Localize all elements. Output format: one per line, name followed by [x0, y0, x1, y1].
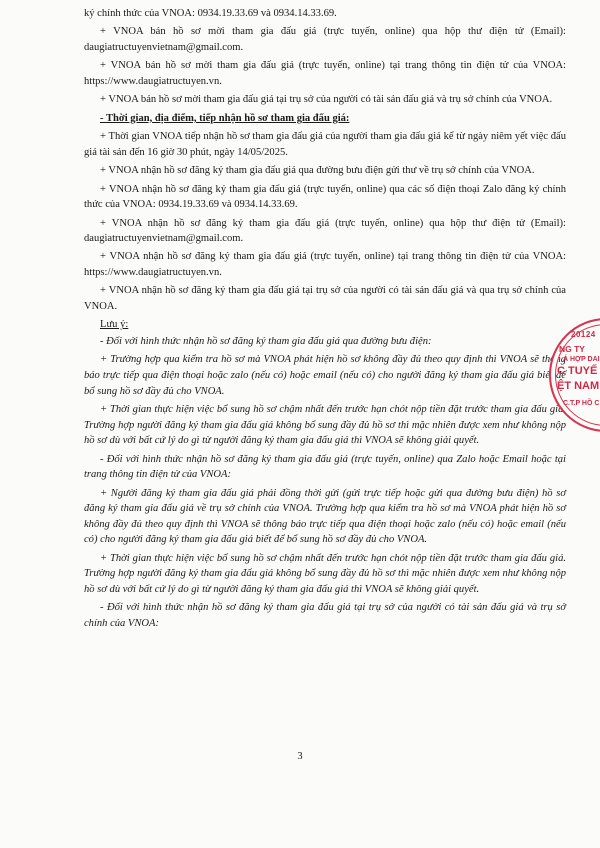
stamp-text: C TUYẾ — [557, 365, 598, 377]
paragraph: + VNOA nhận hồ sơ đăng ký tham gia đấu giá (trực tuyến, online) tại trang thông tin điện tử của VNOA: https://www.daugiatructuyen.vn. — [84, 251, 566, 279]
paragraph: + VNOA nhận hồ sơ đăng ký tham gia đấu giá tại trụ sở của người có tài sản đấu giá và qua trụ sở chính của VNOA. — [84, 285, 566, 313]
paragraph: + VNOA nhận hồ sơ đăng ký tham gia đấu giá (trực tuyến, online) qua các số điện thoại Zalo đăng ký chính thức của VNOA: 0934.19.33.69 và 0934.14.33.69. — [84, 183, 566, 211]
note-paragraph: - Đối với hình thức nhận hồ sơ đăng ký tham gia đấu giá qua đường bưu điện: — [100, 336, 432, 348]
note-title — [84, 317, 566, 333]
section-heading-text: - Thời gian, địa điểm, tiếp nhận hồ sơ tham gia đấu giá: — [100, 112, 350, 124]
paragraph: + VNOA bán hồ sơ mời tham gia đấu giá tại trụ sở của người có tài sản đấu giá và trụ sở chính của VNOA. — [100, 94, 553, 106]
page-number: 3 — [297, 751, 303, 762]
paragraph: + VNOA nhận hồ sơ đăng ký tham gia đấu giá qua đường bưu điện gửi thư về trụ sở chính của VNOA. — [100, 165, 535, 177]
paragraph: ký chính thức của VNOA: 0934.19.33.69 và 0934.14.33.69. — [84, 8, 337, 19]
note-title-text: Lưu ý: — [100, 319, 129, 331]
paragraph: + Thời gian VNOA tiếp nhận hồ sơ tham gia đấu giá của người tham gia đấu giá kể từ ngày niêm yết việc đấu giá tài sản đến 16 giờ 30 phút, ngày 14/05/2025. — [84, 131, 566, 158]
section-heading — [84, 111, 566, 127]
note-paragraph: + Trường hợp qua kiểm tra hồ sơ mà VNOA phát hiện hồ sơ không đầy đủ theo quy định thì VNOA sẽ thông báo trực tiếp qua điện thoại hoặc zalo (nếu có) hoặc email (nếu có) cho người đăng ký tham gia đấu giá biết để bổ sung hồ sơ đầy đủ cho VNOA. — [84, 354, 566, 397]
document-body — [84, 6, 566, 634]
stamp-text: NG TY — [559, 344, 585, 354]
stamp-text: 20124 — [571, 330, 596, 339]
note-paragraph: - Đối với hình thức nhận hồ sơ đăng ký tham gia đấu giá tại trụ sở của người có tài sản đấu giá và trụ sở chính của VNOA: — [84, 602, 566, 629]
paragraph: + VNOA bán hồ sơ mời tham gia đấu giá (trực tuyến, online) tại trang thông tin điện tử của VNOA: https://www.daugiatructuyen.vn. — [84, 60, 566, 87]
paragraph: + VNOA nhận hồ sơ đăng ký tham gia đấu giá (trực tuyến, online) qua hộp thư điện tử (Email): daugiatructuyenvietnam@gmail.com. — [84, 217, 566, 245]
stamp-text: ỆT NAM — [557, 380, 600, 392]
note-paragraph: + Thời gian thực hiện việc bổ sung hồ sơ chậm nhất đến trước hạn chót nộp tiền đặt trước tham gia đấu giá. Trường hợp người đăng ký tham gia đấu giá không bổ sung đầy đủ hồ sơ thì mặc nhiên được xem như không nộp hồ sơ dù với bất cứ lý do gì từ người đăng ký tham gia đấu giá thì VNOA sẽ không giải quyết. — [84, 404, 566, 447]
stamp-text: Á HỢP DAI — [563, 356, 600, 363]
paragraph: + VNOA bán hồ sơ mời tham gia đấu giá (trực tuyến, online) qua hộp thư điện tử (Email): daugiatructuyenvietnam@gmail.com. — [84, 26, 566, 53]
stamp-text: C.T.P HỒ C — [563, 400, 600, 407]
note-paragraph: + Người đăng ký tham gia đấu giá phải đồng thời gửi (gửi trực tiếp hoặc gửi qua đường bưu điện) hồ sơ đăng ký tham gia đấu giá về trụ sở chính của VNOA. Trường hợp qua kiểm tra hồ sơ mà VNOA phát hiện hồ sơ không đầy đủ theo quy định thì VNOA sẽ thông báo trực tiếp qua điện thoại hoặc zalo (nếu có) hoặc email (nếu có) cho người đăng ký tham gia đấu giá biết để bổ sung hồ sơ đầy đủ cho VNOA. — [84, 487, 566, 546]
note-paragraph: - Đối với hình thức nhận hồ sơ đăng ký tham gia đấu giá (trực tuyến, online) qua Zalo hoặc Email hoặc tại trang thông tin điện tử của VNOA: — [84, 453, 566, 481]
note-paragraph: + Thời gian thực hiện việc bổ sung hồ sơ chậm nhất đến trước hạn chót nộp tiền đặt trước tham gia đấu giá. Trường hợp người đăng ký tham gia đấu giá không bổ sung đầy đủ hồ sơ thì mặc nhiên được xem như không nộp hồ sơ dù với bất cứ lý do gì từ người đăng ký tham gia đấu giá thì VNOA sẽ không giải quyết. — [84, 552, 566, 595]
